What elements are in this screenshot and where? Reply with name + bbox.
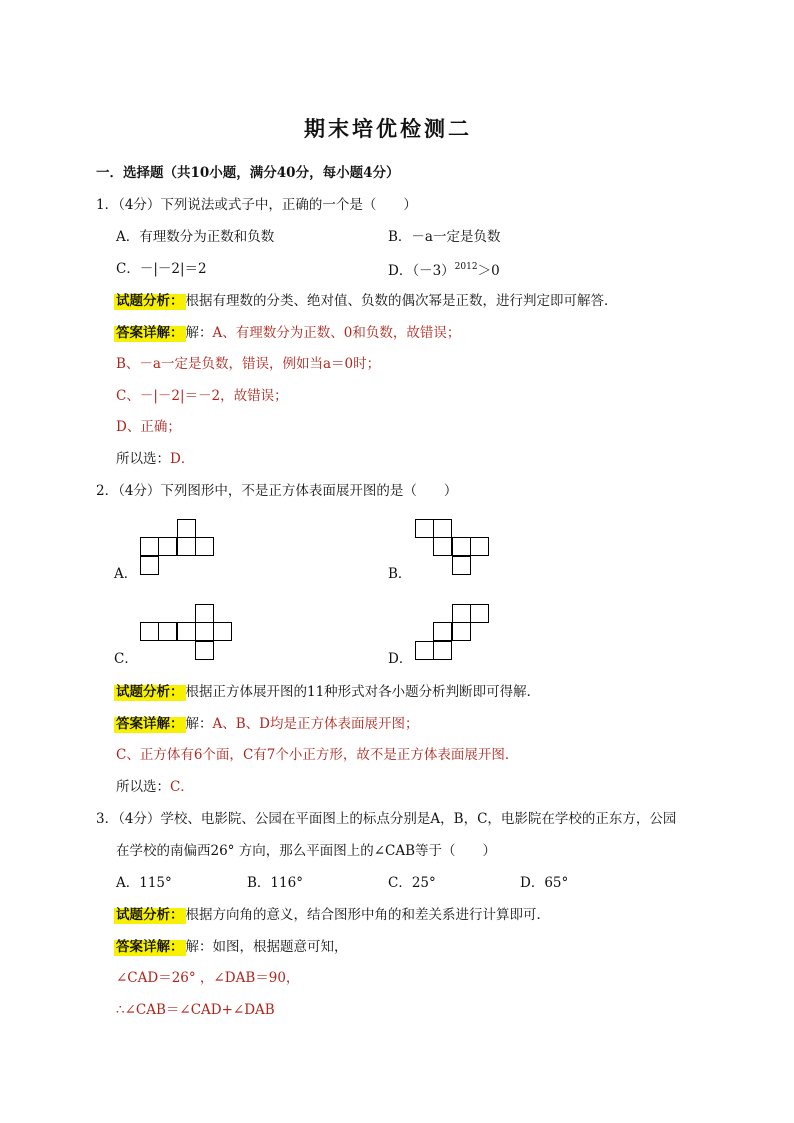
q1-option-d-exponent: 2012 — [454, 262, 478, 272]
q2-conclusion-answer: C． — [170, 779, 194, 795]
q3-stem-line2: 在学校的南偏西26° 方向，那么平面图上的∠CAB等于（ ） — [116, 843, 497, 859]
q3-answer-row — [114, 940, 348, 956]
q3-answer-line2: ∠CAD＝26° ，∠DAB＝90， — [116, 970, 300, 986]
q1-answer-line4 — [116, 421, 181, 435]
q1-option-a: A．有理数分为正数和负数 — [116, 229, 275, 245]
net-a-square — [141, 538, 159, 556]
q2-analysis-text: 根据正方体展开图的11种形式对各小题分析判断即可得解． — [185, 684, 541, 700]
net-b-square — [471, 538, 489, 556]
net-a-square — [141, 557, 159, 575]
q1-answer-line1-text: 有理数分为正数、0和负数，故错误； — [235, 325, 461, 341]
q2-analysis-label: 试题分析： — [116, 684, 184, 700]
q1-option-d-tail: ＞0 — [477, 263, 500, 279]
q3-option-b: B．116° — [247, 875, 303, 891]
q2-answer-line1-letters: A、B、D — [212, 716, 270, 732]
net-c-square — [159, 623, 177, 641]
net-c-square — [196, 642, 214, 660]
net-b-square — [453, 557, 471, 575]
net-b-square — [434, 538, 452, 556]
net-d-square — [471, 605, 489, 623]
net-a-square — [178, 520, 196, 538]
net-c-square — [196, 605, 214, 623]
q3-answer-label: 答案详解： — [116, 939, 184, 955]
q3-analysis-text: 根据方向角的意义，结合图形中角的和差关系进行计算即可． — [185, 907, 550, 923]
net-a-square — [196, 538, 214, 556]
q1-conclusion — [116, 453, 194, 467]
q2-answer-intro: 解： — [185, 716, 213, 732]
net-d-square — [434, 642, 452, 660]
q1-line2-text: －a一定是负数，错误，例如当a＝0时； — [139, 356, 381, 372]
q2-line2-letter: C、 — [116, 747, 140, 763]
net-d-square — [453, 623, 471, 641]
net-a-square — [178, 538, 196, 556]
q2-conclusion — [116, 781, 194, 795]
q1-line4-letter: D、 — [116, 419, 141, 435]
section-header: 一．选择题（共10小题，满分40分，每小题4分） — [96, 165, 400, 181]
q1-answer-line2 — [116, 358, 380, 372]
q2-stem: 2．（4分）下列图形中，不是正方体表面展开图的是（ ） — [96, 483, 458, 499]
q1-line3-letter: C、 — [116, 388, 140, 404]
q3-answer-line3: ∴∠CAB＝∠CAD+∠DAB — [116, 1002, 275, 1018]
q2-net-c — [140, 604, 234, 661]
q2-answer-line2 — [116, 749, 518, 763]
q2-conclusion-prefix: 所以选： — [116, 779, 170, 795]
q3-analysis-label: 试题分析： — [116, 907, 184, 923]
net-c-square — [178, 623, 196, 641]
q3-option-c: C．25° — [388, 875, 436, 891]
net-d-square — [434, 623, 452, 641]
q1-answer-label: 答案详解： — [116, 325, 184, 341]
net-b-square — [453, 538, 471, 556]
q2-label-b: B． — [388, 566, 412, 582]
q1-analysis-text: 根据有理数的分类、绝对值、负数的偶次幂是正数，进行判定即可解答． — [185, 293, 618, 309]
q2-net-d — [415, 604, 491, 661]
q1-analysis-row — [114, 294, 618, 310]
q2-line2-text: 有7个小正方形，故不是正方体表面展开图． — [253, 747, 519, 763]
q2-answer-row — [114, 717, 419, 733]
page-title: 期末培优检测二 — [304, 116, 472, 141]
q1-option-b: B．－a一定是负数 — [388, 229, 501, 245]
q1-option-d-base: D．（－3） — [388, 263, 455, 279]
q1-option-d — [388, 263, 500, 279]
q2-answer-label: 答案详解： — [116, 716, 184, 732]
q1-analysis-label: 试题分析： — [116, 293, 184, 309]
q2-line2-letter2: C — [242, 747, 254, 763]
net-c-square — [214, 623, 232, 641]
q1-answer-row — [114, 326, 460, 342]
q2-label-d: D． — [388, 651, 413, 667]
net-a-square — [159, 538, 177, 556]
q3-analysis-row — [114, 908, 550, 924]
q3-option-a: A．115° — [116, 875, 172, 891]
net-b-square — [434, 520, 452, 538]
q1-line4-text: 正确； — [140, 419, 181, 435]
q2-answer-line1-text: 均是正方体表面展开图； — [270, 716, 419, 732]
net-c-square — [196, 623, 214, 641]
q1-line3-text: －|－2|＝－2，故错误； — [139, 388, 288, 404]
q1-conclusion-prefix: 所以选： — [116, 451, 170, 467]
net-d-square — [453, 605, 471, 623]
q1-option-c: C．－|－2|＝2 — [116, 261, 207, 277]
q1-answer-intro: 解： — [185, 325, 213, 341]
q2-net-b — [415, 519, 491, 576]
q1-line2-letter: B、 — [116, 356, 140, 372]
q2-label-a: A． — [114, 566, 138, 582]
net-c-square — [141, 623, 159, 641]
q1-answer-line3 — [116, 390, 288, 404]
q2-analysis-row — [114, 685, 540, 701]
q1-stem: 1．（4分）下列说法或式子中，正确的一个是（ ） — [96, 197, 417, 213]
net-d-square — [416, 642, 434, 660]
q3-stem-line1: 3．（4分）学校、电影院、公园在平面图上的标点分别是A，B，C，电影院在学校的正东方，公园 — [96, 811, 677, 827]
q1-answer-line1-letter: A、 — [212, 325, 236, 341]
net-b-square — [416, 520, 434, 538]
q3-answer-intro: 解：如图，根据题意可知， — [185, 939, 348, 955]
q2-label-c: C． — [114, 651, 138, 667]
q2-net-a — [140, 519, 216, 576]
q2-line2-mid: 正方体有6个面， — [139, 747, 243, 763]
q3-option-d: D．65° — [520, 875, 569, 891]
q1-conclusion-answer: D． — [170, 451, 195, 467]
